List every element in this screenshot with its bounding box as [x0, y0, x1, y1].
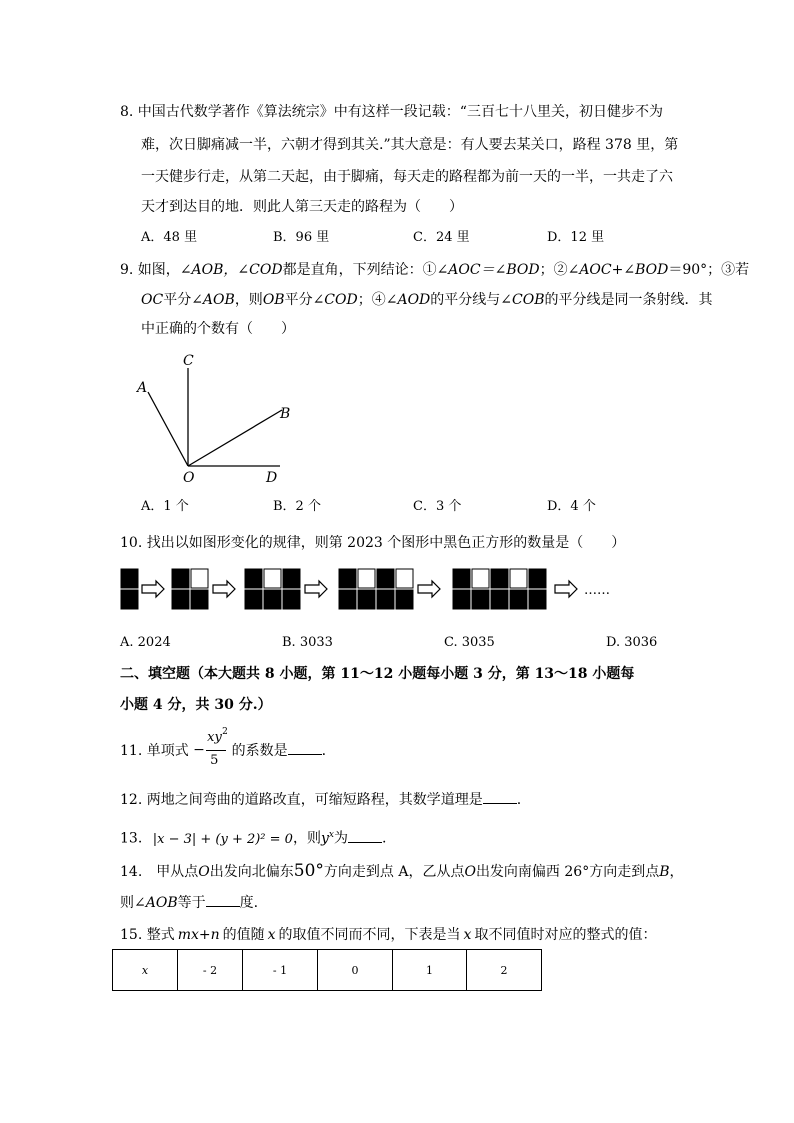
q11-suffix: 的系数是	[231, 743, 288, 759]
q9-text: 的平分线与	[430, 292, 501, 308]
q8-option-b[interactable]: B．96 里	[273, 230, 330, 245]
minus-sign: −	[193, 742, 205, 758]
exponent: 2	[222, 727, 228, 737]
q10-line-1: 10. 找出以如图形变化的规律，则第 2023 个图形中黑色正方形的数量是（ ）	[120, 535, 626, 551]
q8-line-3: 一天健步行走，从第二天起，由于脚痛，每天走的路程都为前一天的一半，一共走了六	[141, 169, 673, 185]
q9-option-c[interactable]: C．3 个	[413, 499, 462, 514]
q9-line-2	[141, 290, 713, 310]
label-o: O	[183, 470, 195, 486]
table-cell: 0	[318, 950, 393, 991]
q13-prefix: 13.	[120, 830, 143, 847]
q9-angles: ∠AOB，∠COD	[179, 262, 283, 278]
answer-blank[interactable]	[206, 892, 240, 907]
q13-base: y	[320, 830, 329, 847]
q9-text: 9. 如图，	[120, 262, 180, 278]
q10-option-d[interactable]: D. 3036	[606, 635, 658, 650]
q8-line-2: 难，次日脚痛减一半，六朝才得到其关.”其大意是：有人要去某关口，路程 378 里，第	[141, 137, 679, 153]
label-a: A	[137, 380, 148, 396]
q13-line	[120, 825, 386, 850]
q9-option-b[interactable]: B．2 个	[273, 499, 321, 514]
label-d: D	[266, 470, 278, 486]
q11-prefix: 11. 单项式	[120, 743, 189, 759]
table-row	[113, 950, 542, 991]
q15-text: 取不同值时对应的整式的值：	[474, 927, 657, 943]
q9-angle-figure	[130, 348, 300, 488]
q9-statement-2: ∠AOC+∠BOD	[567, 262, 669, 278]
q14-text: 度.	[239, 895, 259, 911]
q15-text: 的值随	[222, 927, 265, 943]
q9-text: 平分	[163, 292, 192, 308]
table-cell: - 1	[243, 950, 318, 991]
table-cell: 2	[467, 950, 542, 991]
q9-text: 都是直角，下列结论：①	[282, 262, 437, 278]
q10-option-c[interactable]: C. 3035	[444, 635, 495, 650]
q9-ray: OB	[262, 292, 285, 308]
answer-blank[interactable]	[483, 789, 517, 804]
table-cell: 1	[393, 950, 467, 991]
q13-text: ，则	[292, 830, 321, 847]
q14-text: 则	[120, 895, 134, 911]
section-2-heading-line-2: 小题 4 分，共 30 分.）	[120, 697, 272, 713]
answer-blank[interactable]	[348, 828, 382, 843]
q15-variable: x	[463, 927, 472, 943]
q14-degree: 50°	[293, 861, 324, 881]
q14-text: 方向走到点 A，乙从点	[323, 864, 465, 880]
q15-text: 15. 整式	[120, 927, 175, 943]
denominator: 5	[210, 753, 219, 768]
q13-exponent: x	[328, 830, 334, 840]
q9-line-3: 中正确的个数有（ ）	[141, 321, 295, 337]
q10-option-a[interactable]: A. 2024	[120, 635, 171, 650]
section-2-heading-line-1: 二、填空题（本大题共 8 小题，第 11～12 小题每小题 3 分，第 13～18 小题每	[120, 666, 635, 682]
label-b: B	[280, 406, 291, 422]
q10-option-b[interactable]: B. 3033	[282, 635, 333, 650]
q14-text: 出发向南偏西 26°方向走到点	[475, 864, 660, 880]
q13-end: .	[381, 830, 387, 847]
q8-option-c[interactable]: C．24 里	[413, 230, 470, 245]
q14-text: 等于	[177, 895, 206, 911]
q8-option-d[interactable]: D．12 里	[547, 230, 605, 245]
numerator: xy	[207, 730, 222, 745]
q8-line-1: 8. 中国古代数学著作《算法统宗》中有这样一段记载：“三百七十八里关，初日健步不为	[120, 104, 663, 120]
q14-text: ，	[669, 864, 684, 880]
pattern-ellipsis: ……	[584, 583, 610, 598]
q15-text: 的取值不同而不同，下表是当	[278, 927, 461, 943]
q8-line-4: 天才到达目的地．则此人第三天走的路程为（ ）	[141, 199, 463, 215]
q14-line-2	[120, 892, 258, 913]
q14-text: 14. 甲从点	[120, 864, 199, 880]
q14-text: 出发向北偏东	[209, 864, 294, 880]
table-cell: x	[113, 950, 178, 991]
q12-end: .	[516, 792, 522, 808]
q12-line	[120, 789, 521, 810]
q9-text: ；④	[357, 292, 386, 308]
q9-statement-1: ∠AOC＝∠BOD	[436, 262, 540, 278]
q15-line	[120, 925, 656, 945]
ray-ob	[188, 410, 282, 466]
q9-text: ＝90°；③若	[668, 262, 750, 278]
q14-angle: ∠AOB	[134, 895, 178, 911]
q13-formula: |x − 3| + (y + 2)² = 0	[152, 831, 293, 847]
point-b: B	[659, 864, 670, 880]
q13-text: 为	[333, 830, 348, 847]
q9-option-d[interactable]: D．4 个	[547, 499, 596, 514]
ray-oa	[148, 392, 188, 466]
q11-monomial	[193, 727, 228, 768]
q9-text: 平分	[284, 292, 313, 308]
point-o: O	[464, 864, 476, 880]
q15-value-table	[112, 949, 542, 991]
point-o: O	[198, 864, 210, 880]
label-c: C	[183, 353, 194, 369]
q15-expression: mx+n	[177, 927, 220, 943]
table-cell: - 2	[178, 950, 243, 991]
q9-option-a[interactable]: A．1 个	[141, 499, 189, 514]
q9-angle: ∠COD	[312, 292, 358, 308]
q11-line	[120, 727, 327, 768]
q9-text: 的平分线是同一条射线．其	[544, 292, 713, 308]
q15-variable: x	[267, 927, 276, 943]
q9-text: ；②	[539, 262, 568, 278]
q9-ray: OC	[141, 292, 164, 308]
q9-angle: ∠AOD	[385, 292, 431, 308]
q9-angle: ∠AOB	[191, 292, 235, 308]
answer-blank[interactable]	[288, 740, 322, 755]
q9-text: ，则	[234, 292, 263, 308]
q9-line-1	[120, 260, 749, 280]
q10-pattern-figure	[118, 566, 618, 612]
q14-line-1	[120, 861, 684, 882]
q8-option-a[interactable]: A．48 里	[141, 230, 198, 245]
q11-end: .	[321, 743, 327, 759]
q12-text: 12. 两地之间弯曲的道路改直，可缩短路程，其数学道理是	[120, 792, 483, 808]
q9-angle: ∠COB	[500, 292, 545, 308]
